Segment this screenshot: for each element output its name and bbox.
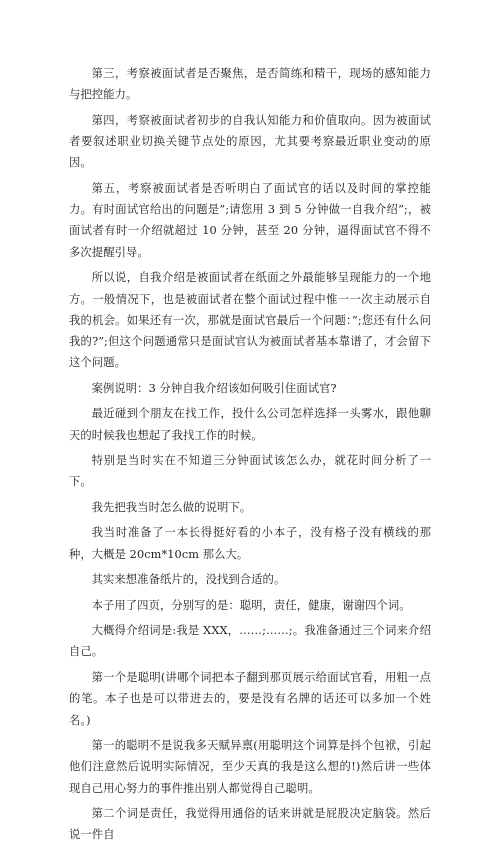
paragraph-9: 我当时准备了一本长得挺好看的小本子，没有格子没有横线的那种，大概是 20cm*10cm 那么大。 bbox=[69, 526, 431, 561]
paragraph-13: 第一个是聪明(讲哪个词把本子翻到那页展示给面试官看，用粗一点的笔。本子也是可以带进去的，要是没有名牌的话还可以多加一个姓名。) bbox=[69, 670, 431, 727]
paragraph-7: 特别是当时实在不知道三分钟面试该怎么办，就花时间分析了一下。 bbox=[69, 454, 431, 489]
paragraph-4: 所以说，自我介绍是被面试者在纸面之外最能够呈现能力的一个地方。一般情况下，也是被面试者在整个面试过程中惟一一次主动展示自我的机会。如果还有一次，那就是面试官最后一个问题：”;您还有什么问我的?”;但这个问题通常只是面试官认为被面试者基本靠谱了，才会留下这个问题。 bbox=[69, 271, 431, 370]
paragraph-5: 案例说明：3 分钟自我介绍该如何吸引住面试官? bbox=[91, 381, 337, 395]
paragraph-3: 第五，考察被面试者是否听明白了面试官的话以及时间的掌控能力。有时面试官给出的问题是”;请您用 3 到 5 分钟做一自我介绍”;，被面试者有时一介绍就超过 10 分钟，甚至 20 分钟，逼得面试官不得不多次提醒引导。 bbox=[69, 181, 431, 259]
paragraph-11: 本子用了四页，分别写的是：聪明，责任，健康，谢谢四个词。 bbox=[91, 598, 411, 612]
document-body bbox=[69, 63, 431, 850]
paragraph-10: 其实来想准备纸片的，没找到合适的。 bbox=[91, 573, 286, 587]
paragraph-2: 第四，考察被面试者初步的自我认知能力和价值取向。因为被面试者要叙述职业切换关键节点处的原因，尤其要考察最近职业变动的原因。 bbox=[69, 113, 431, 170]
paragraph-6: 最近碰到个朋友在找工作，投什么公司怎样选择一头雾水，跟他聊天的时候我也想起了我找工作的时候。 bbox=[69, 407, 431, 442]
paragraph-14: 第一的聪明不是说我多天赋异禀(用聪明这个词算是抖个包袱，引起他们注意然后说明实际情况，至少天真的我是这么想的!)然后讲一些体现自己用心努力的事件推出别人都觉得自己聪明。 bbox=[69, 739, 431, 795]
paragraph-1: 第三，考察被面试者是否聚焦，是否简练和精干，现场的感知能力与把控能力。 bbox=[69, 67, 431, 102]
paragraph-8: 我先把我当时怎么做的说明下。 bbox=[91, 500, 252, 514]
paragraph-12: 大概得介绍词是:我是 XXX，……;……;。我准备通过三个词来介绍自己。 bbox=[69, 624, 431, 659]
paragraph-15: 第二个词是责任，我觉得用通俗的话来讲就是屁股决定脑袋。然后说一件自 bbox=[69, 807, 431, 842]
